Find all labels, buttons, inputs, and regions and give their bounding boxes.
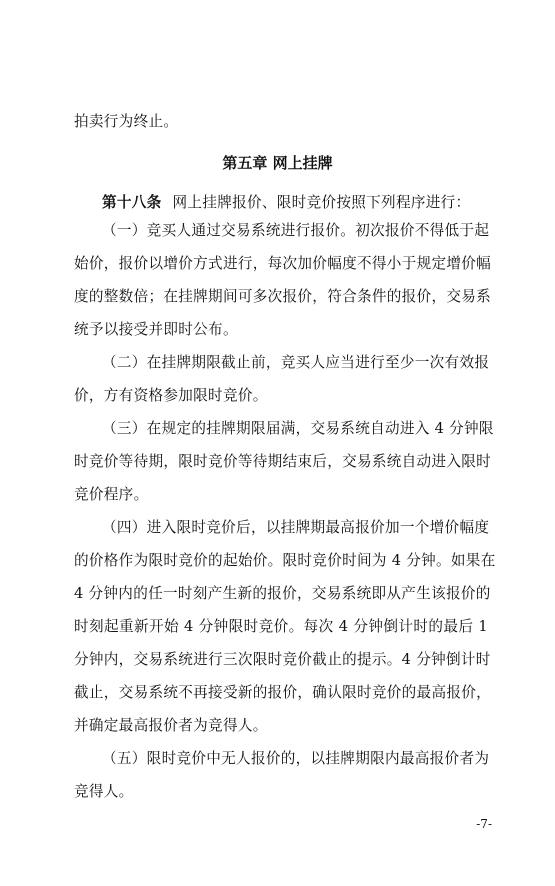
paragraph-line: 时竞价等待期，限时竞价等待期结束后，交易系统自动进入限时 [74, 453, 492, 470]
article-line [102, 193, 488, 213]
paragraph-line: 时刻起重新开始 4 分钟限时竞价。每次 4 分钟倒计时的最后 1 [74, 618, 488, 635]
paragraph-line: 并确定最高报价者为竞得人。 [74, 717, 268, 734]
paragraph-line: 4 分钟内的任一时刻产生新的报价，交易系统即从产生该报价的 [74, 585, 491, 602]
paragraph-line: 价，方有资格参加限时竞价。 [74, 387, 268, 404]
paragraph-line: 始价，报价以增价方式进行，每次加价幅度不得小于规定增价幅 [74, 255, 492, 272]
paragraph-line: （五）限时竞价中无人报价的，以挂牌期限内最高报价者为 [102, 750, 490, 767]
paragraph-line: （三）在规定的挂牌期限届满，交易系统自动进入 4 分钟限 [102, 420, 494, 437]
paragraph-line: 的价格作为限时竞价的起始价。限时竞价时间为 4 分钟。如果在 [74, 552, 496, 569]
paragraph-line: （四）进入限时竞价后，以挂牌期最高报价加一个增价幅度 [102, 519, 490, 536]
article-text: 网上挂牌报价、限时竞价按照下列程序进行： [172, 194, 471, 211]
page-number: -7- [476, 817, 492, 831]
paragraph-line: 统予以接受并即时公布。 [74, 321, 238, 338]
paragraph-line: 竞价程序。 [74, 486, 149, 503]
paragraph-line: （一）竞买人通过交易系统进行报价。初次报价不得低于起 [102, 222, 490, 239]
paragraph-line: 分钟内，交易系统进行三次限时竞价截止的提示。4 分钟倒计时 [74, 651, 491, 668]
paragraph-line: 截止，交易系统不再接受新的报价，确认限时竞价的最高报价， [74, 684, 492, 701]
paragraph-line: 竞得人。 [74, 783, 134, 800]
paragraph-line: 度的整数倍；在挂牌期间可多次报价，符合条件的报价，交易系 [74, 288, 492, 305]
article-label: 第十八条 [102, 194, 162, 211]
paragraph-line: （二）在挂牌期限截止前，竞买人应当进行至少一次有效报 [102, 354, 490, 371]
chapter-heading: 第五章 网上挂牌 [222, 154, 333, 172]
paragraph-line: 拍卖行为终止。 [74, 113, 179, 130]
